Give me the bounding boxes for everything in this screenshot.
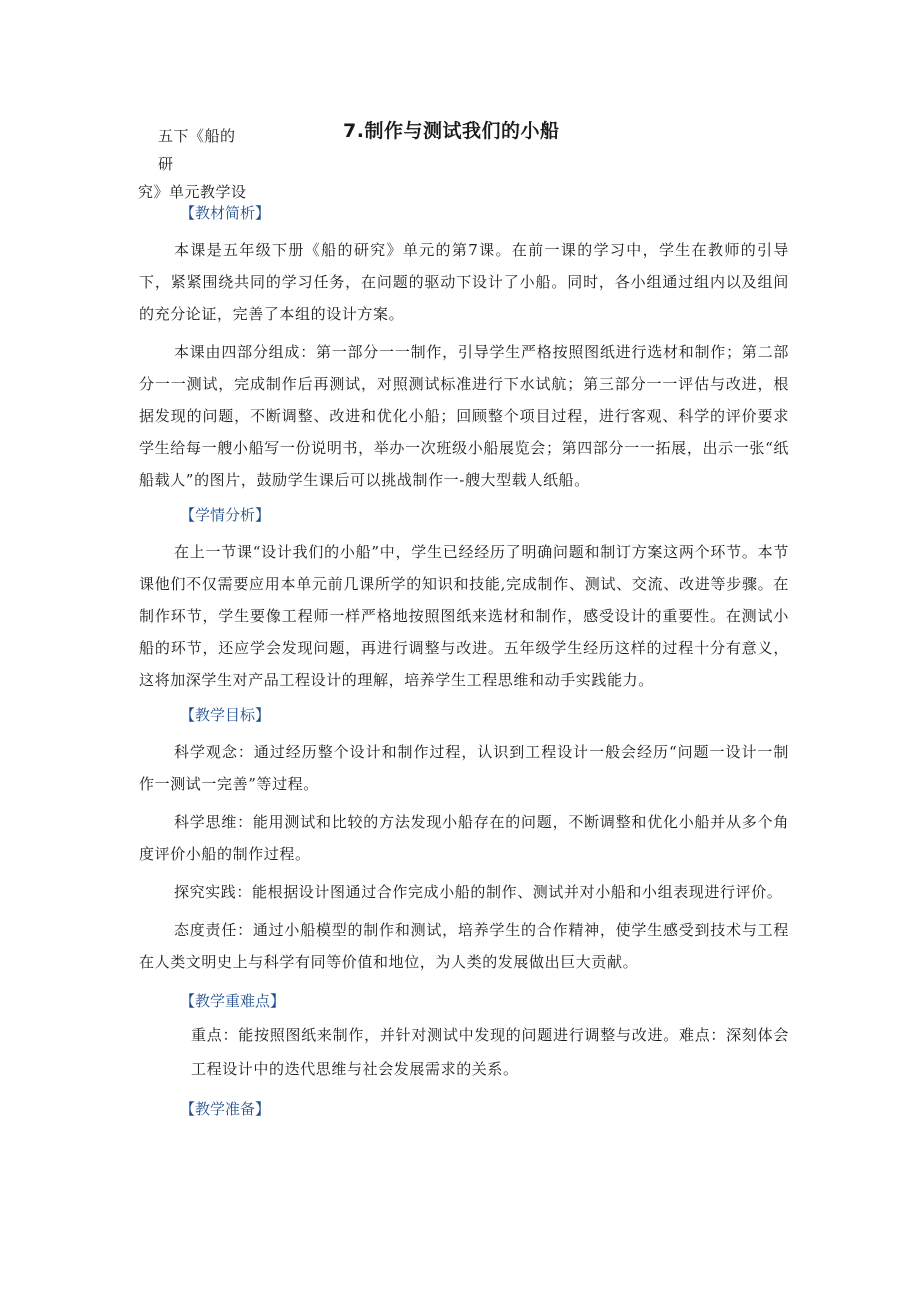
paragraph-goal-thinking: 科学思维：能用测试和比较的方法发现小船存在的问题，不断调整和优化小船并从多个角度评价小船的制作过程。 — [139, 813, 789, 863]
unit-label-line2: 究》单元教学设 — [138, 183, 247, 201]
heading-preparation: 【教学准备】 — [180, 1100, 271, 1118]
paragraph-goal-attitude: 态度责任：通过小船模型的制作和测试，培养学生的合作精神，使学生感受到技术与工程在人类文明史上与科学有同等价值和地位，为人类的发展做出巨大贡献。 — [139, 921, 789, 971]
paragraph-students-1: 在上一节课“设计我们的小船”中，学生已经经历了明确问题和制订方案这两个环节。本节课他们不仅需要应用本单元前几课所学的知识和技能,完成制作、测试、交流、改进等步骤。在制作环节，学生要像工程师一样严格地按照图纸来选材和制作，感受设计的重要性。在测试小船的环节，还应学会发现问题，再进行调整与改进。五年级学生经历这样的过程十分有意义，这将加深学生对产品工程设计的理解，培养学生工程思维和动手实践能力。 — [139, 543, 789, 689]
unit-label-line1: 五下《船的研 — [158, 127, 236, 173]
heading-material-analysis: 【教材简析】 — [180, 204, 271, 222]
document-body — [139, 196, 789, 1126]
paragraph-goal-practice: 探究实践：能根据设计图通过合作完成小船的制作、测试并对小船和小组表现进行评价。 — [174, 883, 783, 901]
paragraph-material-2: 本课由四部分组成：第一部分一一制作，引导学生严格按照图纸进行选材和制作；第二部分一一测试，完成制作后再测试，对照测试标准进行下水试航；第三部分一一评估与改进，根据发现的问题，不断调整、改进和优化小船；回顾整个项目过程，进行客观、科学的评价要求学生给每一艘小船写一份说明书，举办一次班级小船展览会；第四部分一一拓展，出示一张“纸船载人”的图片，鼓励学生课后可以挑战制作一-艘大型载人纸船。 — [139, 343, 789, 489]
paragraph-material-1: 本课是五年级下册《船的研究》单元的第7课。在前一课的学习中，学生在教师的引导下，紧紧围绕共同的学习任务，在问题的驱动下设计了小船。同时，各小组通过组内以及组间的充分论证，完善了本组的设计方案。 — [139, 241, 789, 323]
heading-student-analysis: 【学情分析】 — [180, 506, 271, 524]
unit-label — [138, 122, 250, 206]
heading-key-points: 【教学重难点】 — [180, 992, 286, 1010]
paragraph-key-points: 重点：能按照图纸来制作，并针对测试中发现的问题进行调整与改进。难点：深刻体会工程设计中的迭代思维与社会发展需求的关系。 — [191, 1026, 789, 1078]
paragraph-goal-concept: 科学观念：通过经历整个设计和制作过程，认识到工程设计一般会经历“问题一设计一制作一测试一完善”等过程。 — [139, 743, 789, 793]
heading-teaching-goals: 【教学目标】 — [180, 706, 271, 724]
lesson-title: 7.制作与测试我们的小船 — [343, 120, 560, 142]
